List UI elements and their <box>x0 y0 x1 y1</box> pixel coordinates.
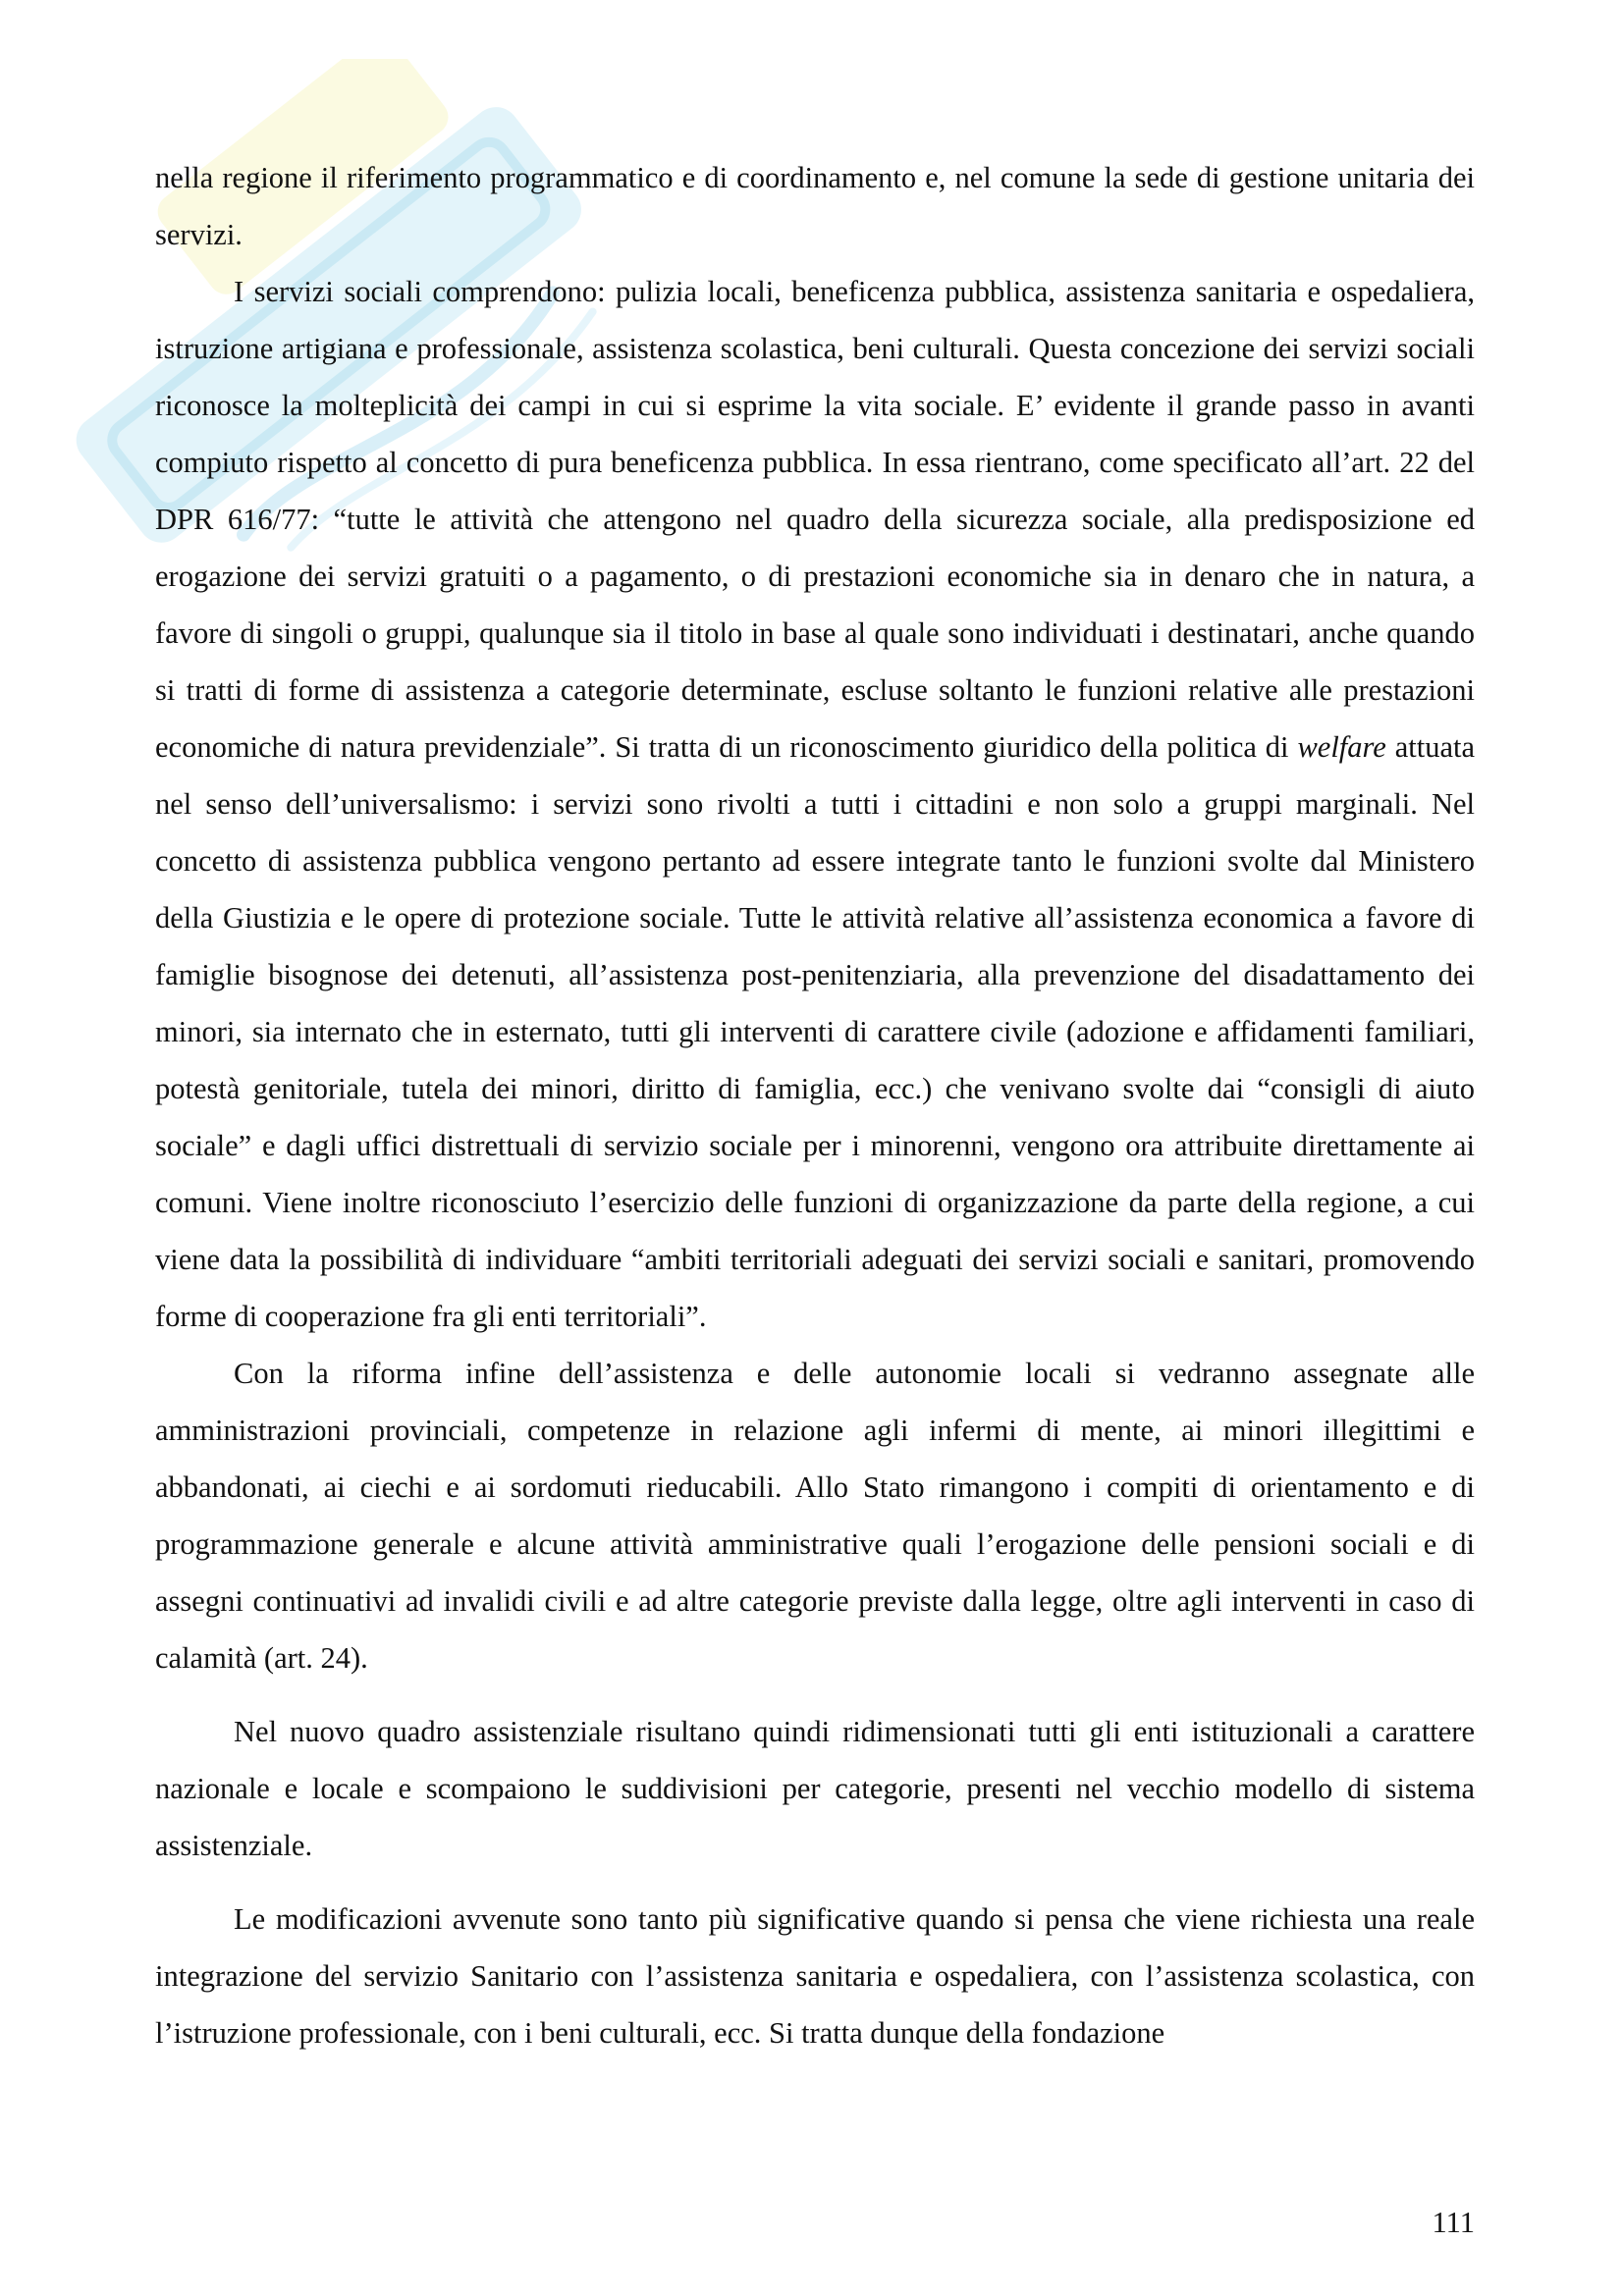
body-text <box>155 149 1475 2061</box>
paragraph-text: attuata nel senso dell’universalismo: i servizi sono rivolti a tutti i cittadini e non solo a gruppi marginali. Nel concetto di assistenza pubblica vengono pertanto ad essere integrate tanto le funzioni svolte dal Ministero della Giustizia e le opere di protezione sociale. Tutte le attività relative all’assistenza economica a favore di famiglie bisognose dei detenuti, all’assistenza post-penitenziaria, alla prevenzione del disadattamento dei minori, sia internato che in esternato, tutti gli interventi di carattere civile (adozione e affidamenti familiari, potestà genitoriale, tutela dei minori, diritto di famiglia, ecc.) che venivano svolte dai “consigli di aiuto sociale” e dagli uffici distrettuali di servizio sociale per i minorenni, vengono ora attribuite direttamente ai comuni. Viene inoltre riconosciuto l’esercizio delle funzioni di organizzazione da parte della regione, a cui viene data la possibilità di individuare “ambiti territoriali adeguati dei servizi sociali e sanitari, promovendo forme di cooperazione fra gli enti territoriali”. <box>155 730 1475 1333</box>
paragraph-text: Nel nuovo quadro assistenziale risultano quindi ridimensionati tutti gli enti istituzionali a carattere nazionale e locale e scompaiono le suddivisioni per categorie, presenti nel vecchio modello di sistema assistenziale. <box>155 1715 1475 1862</box>
paragraph-text: Con la riforma infine dell’assistenza e delle autonomie locali si vedranno assegnate alle amministrazioni provinciali, competenze in relazione agli infermi di mente, ai minori illegittimi e abbandonati, ai ciechi e ai sordomuti rieducabili. Allo Stato rimangono i compiti di orientamento e di programmazione generale e alcune attività amministrative quali l’erogazione delle pensioni sociali e di assegni continuativi ad invalidi civili e ad altre categorie previste dalla legge, oltre agli interventi in caso di calamità (art. 24). <box>155 1357 1475 1675</box>
italic-term: welfare <box>1297 730 1386 764</box>
paragraph <box>155 149 1475 263</box>
paragraph-text: nella regione il riferimento programmatico e di coordinamento e, nel comune la sede di gestione unitaria dei servizi. <box>155 161 1475 251</box>
page-number: 111 <box>1432 2206 1475 2239</box>
paragraph-text: I servizi sociali comprendono: pulizia locali, beneficenza pubblica, assistenza sanitaria e ospedaliera, istruzione artigiana e professionale, assistenza scolastica, beni culturali. Questa concezione dei servizi sociali riconosce la molteplicità dei campi in cui si esprime la vita sociale. E’ evidente il grande passo in avanti compiuto rispetto al concetto di pura beneficenza pubblica. In essa rientrano, come specificato all’art. 22 del DPR 616/77: “tutte le attività che attengono nel quadro della sicurezza sociale, alla predisposizione ed erogazione dei servizi gratuiti o a pagamento, o di prestazioni economiche sia in denaro che in natura, a favore di singoli o gruppi, qualunque sia il titolo in base al quale sono individuati i destinatari, anche quando si tratti di forme di assistenza a categorie determinate, escluse soltanto le funzioni relative alle prestazioni economiche di natura previdenziale”. Si tratta di un riconoscimento giuridico della politica di <box>155 275 1475 764</box>
paragraph <box>155 1891 1475 2061</box>
paragraph <box>155 1703 1475 1874</box>
paragraph <box>155 263 1475 1345</box>
paragraph <box>155 1345 1475 1686</box>
paragraph-text: Le modificazioni avvenute sono tanto più significative quando si pensa che viene richiesta una reale integrazione del servizio Sanitario con l’assistenza sanitaria e ospedaliera, con l’assistenza scolastica, con l’istruzione professionale, con i beni culturali, ecc. Si tratta dunque della fondazione <box>155 1902 1475 2050</box>
